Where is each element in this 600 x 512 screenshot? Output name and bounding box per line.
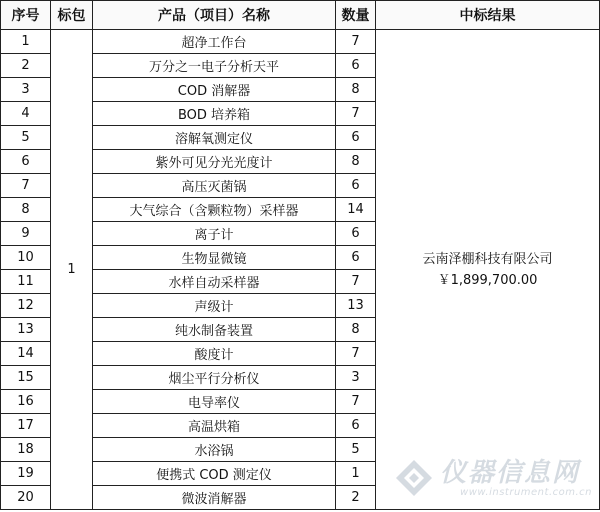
cell-product: 超净工作台 (93, 30, 336, 54)
cell-no: 3 (1, 78, 51, 102)
cell-product: 声级计 (93, 294, 336, 318)
cell-no: 7 (1, 174, 51, 198)
cell-product: 离子计 (93, 222, 336, 246)
cell-lot: 1 (51, 30, 93, 510)
table-row (1, 30, 600, 54)
cell-no: 4 (1, 102, 51, 126)
cell-no: 18 (1, 438, 51, 462)
cell-no: 17 (1, 414, 51, 438)
cell-product: 水样自动采样器 (93, 270, 336, 294)
cell-quantity: 6 (336, 246, 376, 270)
header-quantity: 数量 (336, 1, 376, 30)
cell-product: 高温烘箱 (93, 414, 336, 438)
cell-quantity: 7 (336, 102, 376, 126)
watermark-url: www.instrument.com.cn (460, 486, 592, 498)
watermark-title: 仪器信息网 (440, 457, 581, 488)
cell-quantity: 6 (336, 174, 376, 198)
header-product: 产品（项目）名称 (93, 1, 336, 30)
winner-name: 云南泽棚科技有限公司 (422, 251, 553, 267)
cell-product: 溶解氧测定仪 (93, 126, 336, 150)
cell-product: COD 消解器 (93, 78, 336, 102)
cell-quantity: 6 (336, 414, 376, 438)
cell-product: 电导率仪 (93, 390, 336, 414)
cell-no: 15 (1, 366, 51, 390)
cell-quantity: 3 (336, 366, 376, 390)
cell-product: 万分之一电子分析天平 (93, 54, 336, 78)
cell-quantity: 6 (336, 126, 376, 150)
cell-no: 12 (1, 294, 51, 318)
cell-product: 紫外可见分光光度计 (93, 150, 336, 174)
cell-no: 10 (1, 246, 51, 270)
cell-no: 8 (1, 198, 51, 222)
cell-product: 大气综合（含颗粒物）采样器 (93, 198, 336, 222)
cell-quantity: 5 (336, 438, 376, 462)
table-header-row (1, 1, 600, 30)
header-lot: 标包 (51, 1, 93, 30)
cell-product: 高压灭菌锅 (93, 174, 336, 198)
cell-quantity: 8 (336, 78, 376, 102)
cell-quantity: 1 (336, 462, 376, 486)
cell-quantity: 2 (336, 486, 376, 510)
header-no: 序号 (1, 1, 51, 30)
cell-no: 1 (1, 30, 51, 54)
bid-amount: ￥1,899,700.00 (437, 272, 538, 288)
cell-product: 烟尘平行分析仪 (93, 366, 336, 390)
cell-product: 纯水制备装置 (93, 318, 336, 342)
cell-quantity: 7 (336, 270, 376, 294)
cell-quantity: 6 (336, 222, 376, 246)
cell-no: 16 (1, 390, 51, 414)
cell-no: 11 (1, 270, 51, 294)
header-result: 中标结果 (376, 1, 600, 30)
cell-product: 便携式 COD 测定仪 (93, 462, 336, 486)
cell-quantity: 8 (336, 318, 376, 342)
cell-no: 20 (1, 486, 51, 510)
cell-quantity: 6 (336, 54, 376, 78)
cell-result (376, 30, 600, 510)
cell-product: 生物显微镜 (93, 246, 336, 270)
cell-product: 水浴锅 (93, 438, 336, 462)
cell-no: 2 (1, 54, 51, 78)
cell-no: 13 (1, 318, 51, 342)
cell-quantity: 14 (336, 198, 376, 222)
cell-no: 19 (1, 462, 51, 486)
cell-product: 酸度计 (93, 342, 336, 366)
cell-quantity: 8 (336, 150, 376, 174)
cell-quantity: 7 (336, 30, 376, 54)
cell-no: 5 (1, 126, 51, 150)
cell-quantity: 7 (336, 342, 376, 366)
cell-quantity: 13 (336, 294, 376, 318)
cell-no: 14 (1, 342, 51, 366)
cell-product: BOD 培养箱 (93, 102, 336, 126)
cell-no: 6 (1, 150, 51, 174)
table-body (1, 30, 600, 510)
cell-quantity: 7 (336, 390, 376, 414)
cell-product: 微波消解器 (93, 486, 336, 510)
cell-no: 9 (1, 222, 51, 246)
